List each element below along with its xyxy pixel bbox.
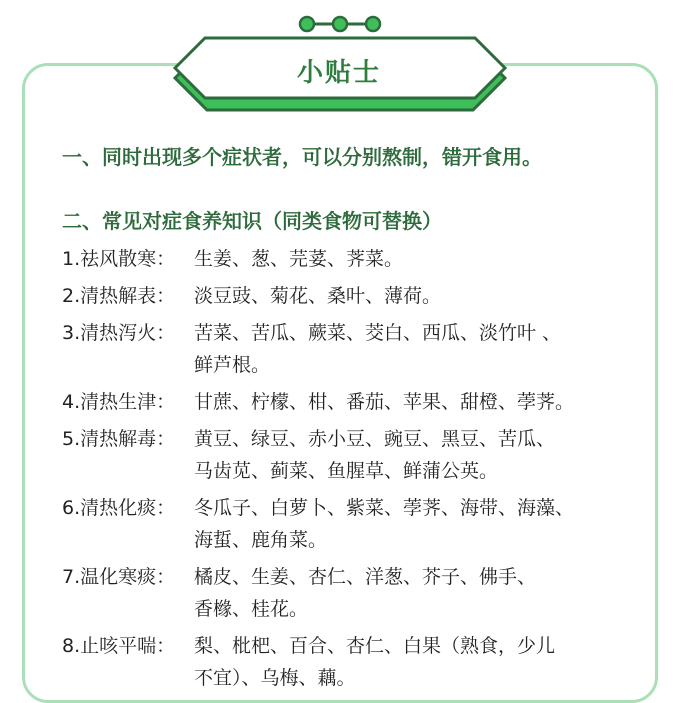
item-label: 2.清热解表：	[62, 285, 176, 307]
list-item	[62, 243, 642, 275]
item-foods	[194, 243, 642, 275]
item-foods-line: 橘皮、生姜、杏仁、洋葱、芥子、佛手、	[194, 566, 537, 588]
dot-icon	[333, 17, 347, 31]
section-2-heading: 二、常见对症食养知识（同类食物可替换）	[62, 209, 442, 233]
item-foods-line: 海蜇、鹿角菜。	[194, 529, 328, 551]
item-foods-line: 香橼、桂花。	[194, 598, 309, 620]
item-foods-line: 马齿苋、蓟菜、鱼腥草、鲜蒲公英。	[194, 460, 499, 482]
item-foods-line: 梨、枇杷、百合、杏仁、白果（熟食，少儿	[194, 635, 556, 657]
item-label: 7.温化寒痰：	[62, 566, 176, 588]
item-foods	[194, 423, 642, 487]
item-foods-line: 苦菜、苦瓜、蕨菜、茭白、西瓜、淡竹叶 、	[194, 322, 562, 344]
tips-content	[62, 140, 642, 694]
item-label: 3.清热泻火：	[62, 322, 176, 344]
item-label: 6.清热化痰：	[62, 497, 176, 519]
list-item	[62, 317, 642, 381]
item-foods-line: 鲜芦根。	[194, 354, 271, 376]
item-foods-line: 甘蔗、柠檬、柑、番茄、苹果、甜橙、荸荠。	[194, 391, 575, 413]
item-foods	[194, 630, 642, 694]
title-banner	[0, 0, 678, 120]
item-foods	[194, 492, 642, 556]
item-label: 4.清热生津：	[62, 391, 176, 413]
list-item	[62, 423, 642, 487]
dot-icon	[366, 17, 380, 31]
item-foods	[194, 280, 642, 312]
section-1-heading: 一、同时出现多个症状者，可以分别熬制，错开食用。	[62, 145, 542, 169]
item-label: 5.清热解毒：	[62, 428, 176, 450]
item-label: 1.祛风散寒：	[62, 248, 176, 270]
dot-icon	[300, 17, 314, 31]
item-label: 8.止咳平喘：	[62, 635, 176, 657]
list-item	[62, 630, 642, 694]
item-foods	[194, 561, 642, 625]
item-foods-line: 冬瓜子、白萝卜、紫菜、荸荠、海带、海藻、	[194, 497, 575, 519]
list-item	[62, 561, 642, 625]
item-foods-line: 淡豆豉、菊花、桑叶、薄荷。	[194, 285, 442, 307]
list-item	[62, 492, 642, 556]
item-foods-line: 不宜）、乌梅、藕。	[194, 667, 356, 689]
item-foods	[194, 386, 642, 418]
item-foods-line: 生姜、葱、芫荽、荠菜。	[194, 248, 404, 270]
list-item	[62, 280, 642, 312]
item-foods-line: 黄豆、绿豆、赤小豆、豌豆、黑豆、苦瓜、	[194, 428, 556, 450]
list-item	[62, 386, 642, 418]
page-title: 小贴士	[296, 58, 381, 88]
item-foods	[194, 317, 642, 381]
